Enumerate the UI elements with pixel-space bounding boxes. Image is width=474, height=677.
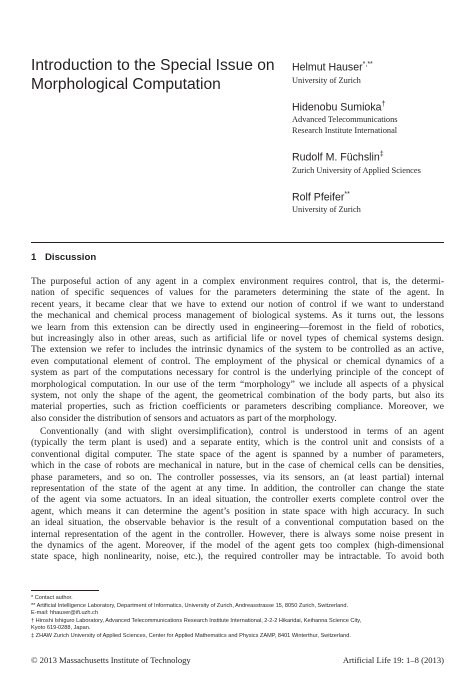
author-affiliation: University of Zurich: [292, 75, 361, 85]
body-line: material properties, such as friction coefficients or parameters describing compliance. Moreover, we: [31, 402, 444, 413]
section-title: Discussion: [45, 252, 97, 263]
author-name: Helmut Hauser: [292, 61, 363, 74]
body-line: state space, high nonlinearity, noise, etc.), the required controller may be intractable. To avoid both: [31, 552, 444, 563]
body-line: representation of the state of the agent at any time. In addition, the controller can change the state: [31, 484, 444, 495]
footnote-line: ‡ ZHAW Zurich University of Applied Sciences, Center for Applied Mathematics and Physics ZAMP, 8401 Winterthur, Switzerland.: [31, 632, 351, 639]
section-divider: [31, 242, 444, 243]
body-line: system, not only the shape of the agent, the geometrical combination of the body parts, but also its: [31, 390, 444, 401]
footnote-divider: [31, 590, 99, 591]
body-line: nation of specific sequences of values for the parameters determining the state of the agent. In: [31, 288, 444, 299]
title-line-1: Introduction to the Special Issue on: [31, 57, 275, 74]
body-line: also consider the distribution of sensors and actuators as part of the morphology.: [31, 413, 337, 424]
author-affiliation: Zurich University of Applied Sciences: [292, 165, 421, 175]
footnote-line: ** Artificial Intelligence Laboratory, Department of Informatics, University of Zurich, Andreasstrasse 15, 8050 Zurich, Switzerland.: [31, 602, 349, 609]
section-number: 1: [31, 252, 37, 263]
author-block: [292, 148, 467, 176]
author-mark: ‡: [379, 151, 384, 159]
body-line: system as part of the computations necessary for control is the underlying principle of the concept of: [31, 368, 444, 379]
body-line: but increasingly also in other areas, such as artificial life or novel types of chemical systems design.: [31, 333, 444, 344]
body-line: (typically the term plant is used) and a separate entity, which is the control unit and consists of a: [31, 438, 444, 449]
author-name: Hidenobu Sumioka: [292, 101, 382, 114]
footnote-line: Kyoto 619-0288, Japan.: [31, 625, 91, 632]
body-line: The extension we refer to includes the intrinsic dynamics of the system to be controlled as an active,: [31, 345, 444, 356]
body-line: an ideal situation, the observable behavior is the result of a conventional computation based on the: [31, 518, 444, 529]
author-mark: **: [344, 190, 350, 198]
body-line: even computational element of control. The employment of the physical or chemical dynamics of a: [31, 356, 444, 367]
body-text: [31, 277, 444, 564]
body-line: internal representation of the agent in the controller. However, there is always some noise present in: [31, 529, 444, 540]
author-name: Rolf Pfeifer: [292, 191, 345, 204]
paper-title: [31, 56, 291, 94]
body-line: the mechanical and chemical process management of biological systems. As it turns out, the lessons: [31, 311, 444, 322]
body-line: we learn from this extension can be directly used in engineering—foremost in the field of robotics,: [31, 322, 444, 333]
journal-citation: Artificial Life 19: 1–8 (2013): [342, 655, 444, 665]
section-heading: [31, 252, 96, 264]
body-line: Conventionally (and with slight oversimplification), control is understood in terms of an agent: [40, 427, 444, 438]
footnote-line: * Contact author.: [31, 595, 73, 601]
body-line: agent, which means it can determine the agent’s position in state space with high accuracy. In such: [31, 506, 444, 517]
footnotes: [31, 595, 451, 641]
author-affiliation: Advanced Telecommunications: [292, 115, 398, 125]
body-line: The purposeful action of any agent in a complex environment requires control, that is, the determi-: [31, 277, 444, 287]
author-mark: †: [381, 100, 386, 108]
copyright-notice: © 2013 Massachusetts Institute of Technology: [31, 655, 191, 665]
author-block: [292, 188, 467, 216]
footnote-line: E-mail: hhauser@ifi.uzh.ch: [31, 610, 98, 617]
body-line: morphological computation. In our use of the term “morphology” we include all aspects of a physical: [31, 379, 444, 390]
body-line: recent years, it became clear that we have to extend our notion of control if we want to understand: [31, 299, 444, 310]
footnote-line: † Hiroshi Ishiguro Laboratory, Advanced Telecommunications Research Institute International, 2-2-2 Hikaridai, Keihanna Science City,: [31, 617, 362, 624]
body-line: the dynamics of the agent. Moreover, if the model of the agent gets too complex (high-dimensional: [31, 540, 444, 551]
author-mark: *,**: [362, 61, 373, 68]
author-block: [292, 98, 467, 137]
author-affiliation: University of Zurich: [292, 205, 361, 215]
body-line: of the agent via some actuators. In an ideal situation, the controller exerts complete control over the: [31, 495, 444, 506]
body-line: which in the case of robots are mechanical in nature, but in the case of chemical cells can be densities,: [31, 461, 444, 472]
author-block: [292, 58, 467, 86]
body-line: conventional digital computer. The state space of the agent is spanned by a number of parameters,: [31, 449, 444, 460]
author-list: [292, 58, 467, 227]
title-line-2: Morphological Computation: [31, 76, 221, 93]
author-name: Rudolf M. Füchslin: [292, 151, 380, 164]
author-affiliation: Research Institute International: [292, 126, 398, 136]
body-line: phase parameters, and so on. The controller possesses, via its sensors, an (at least partial) internal: [31, 472, 444, 483]
